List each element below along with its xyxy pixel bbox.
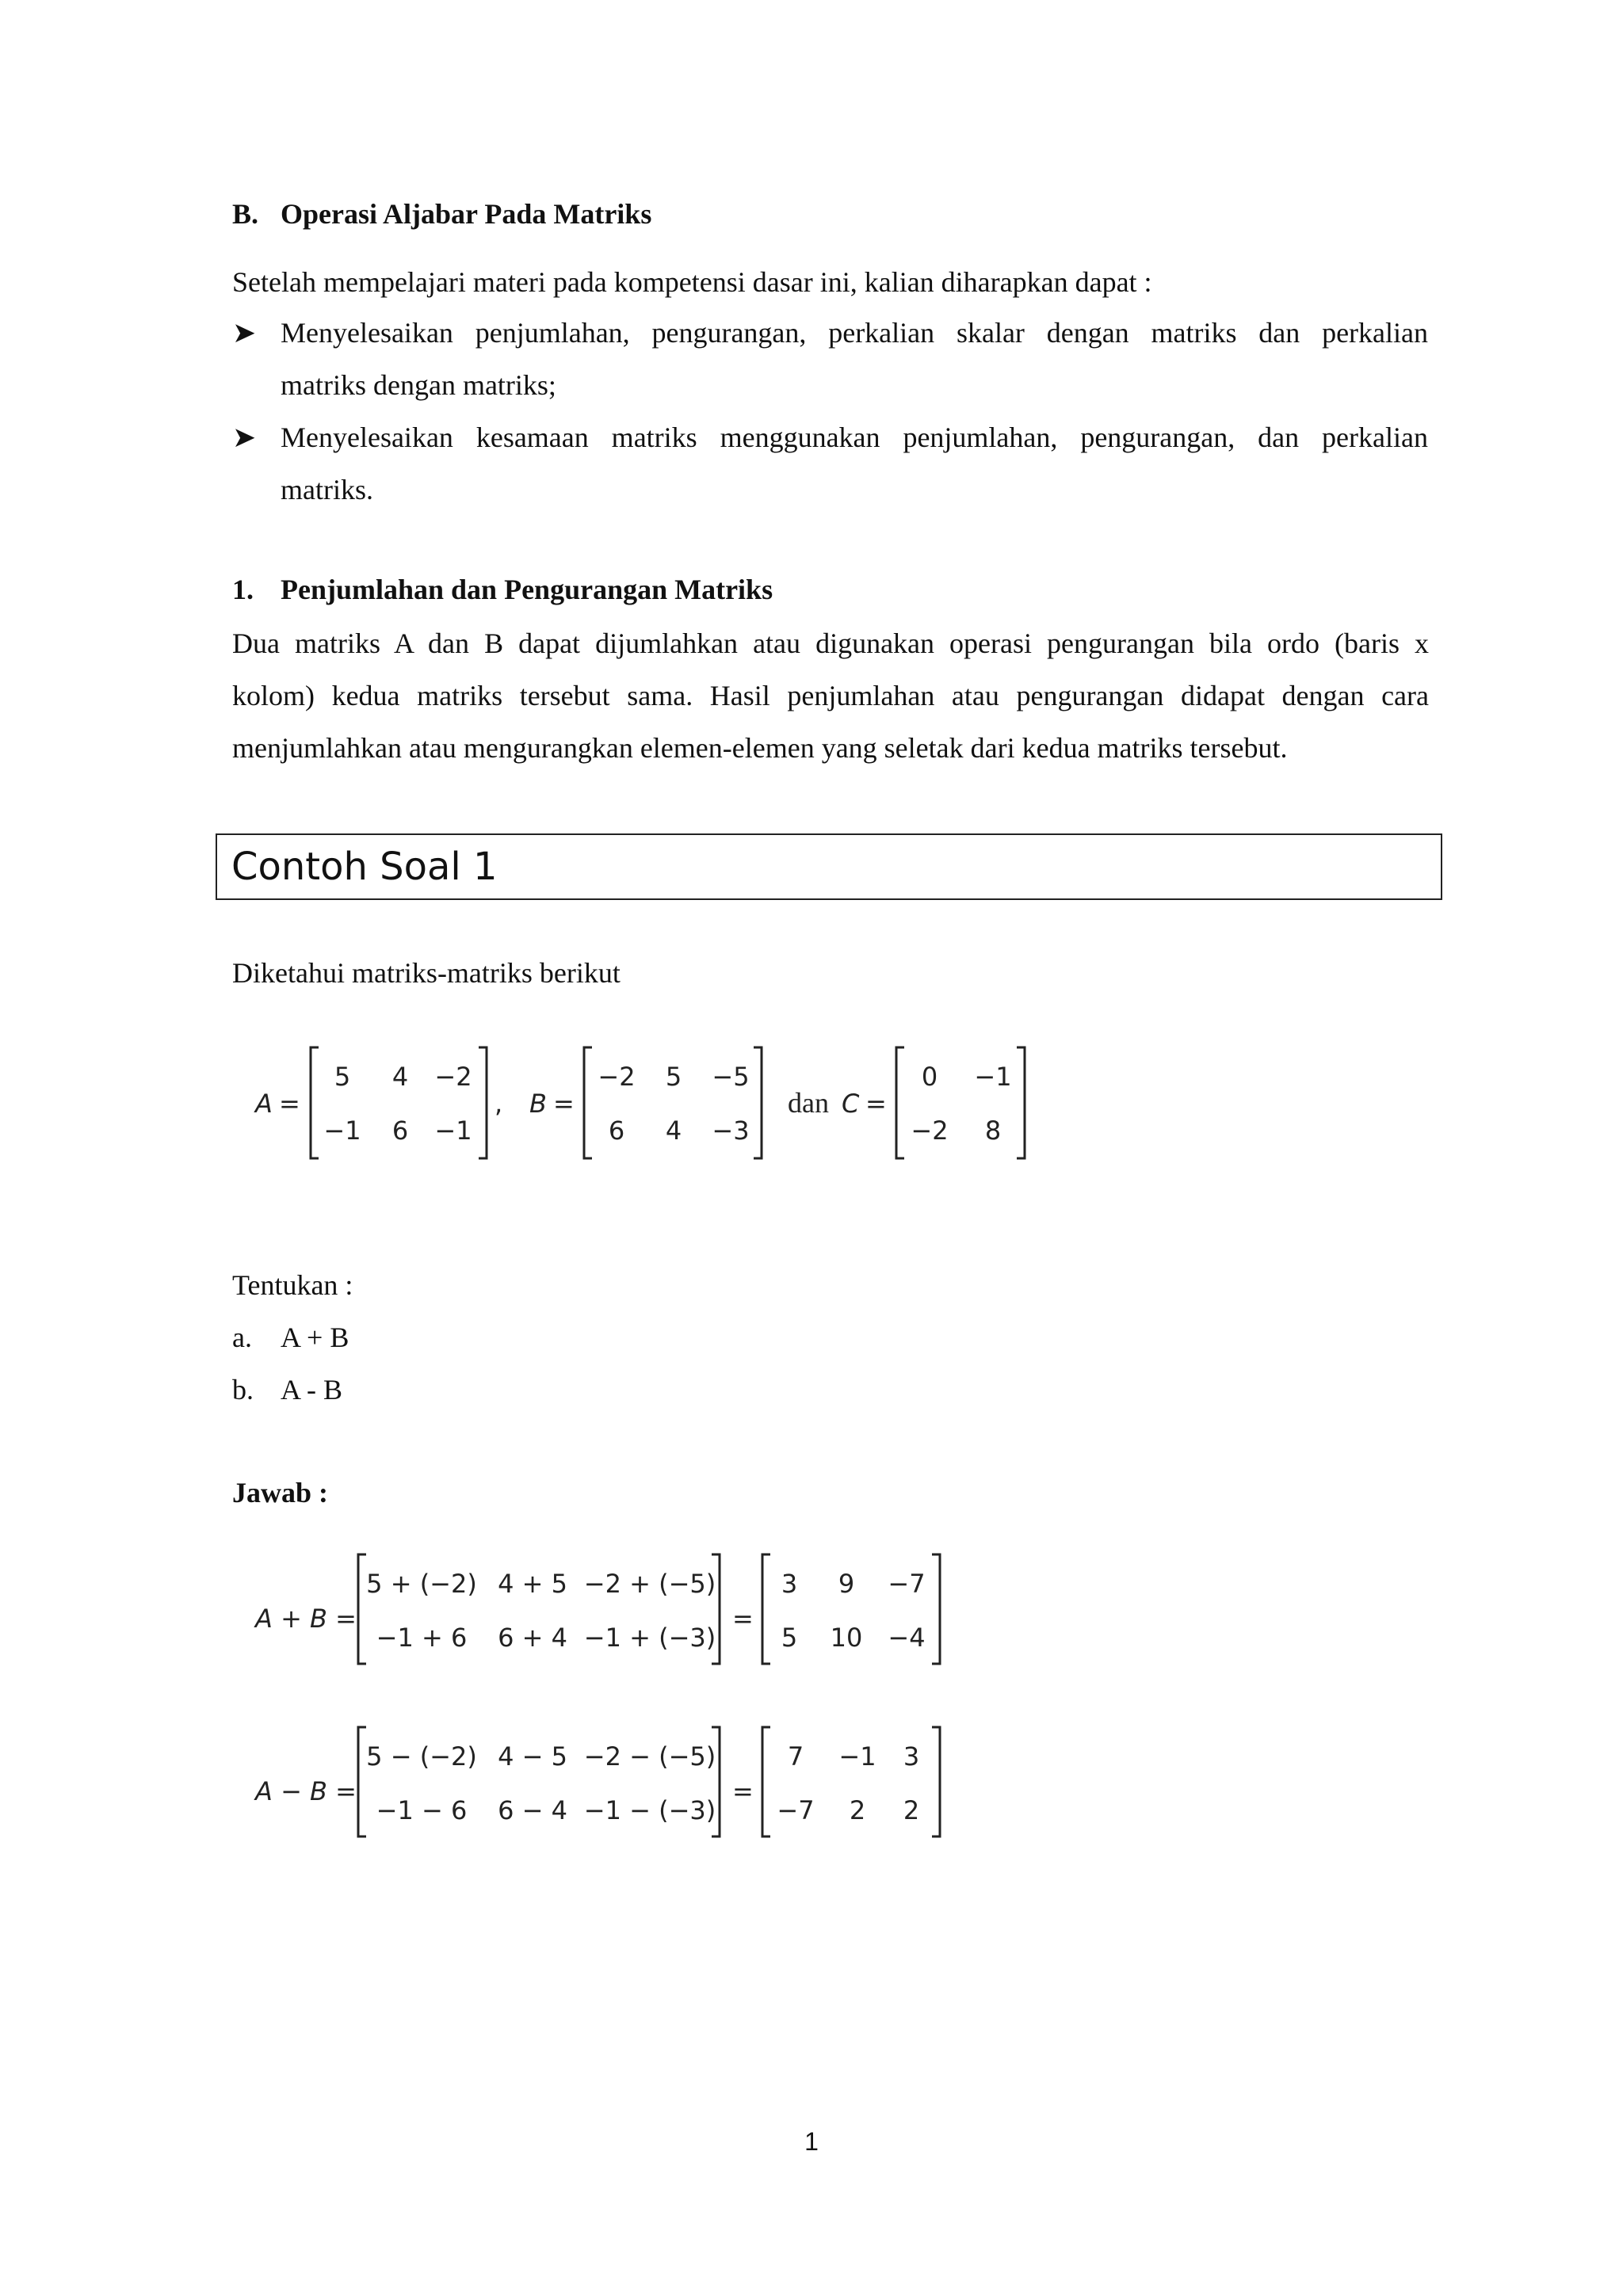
section-title: Operasi Aljabar Pada Matriks — [281, 198, 652, 230]
subsection-title: Penjumlahan dan Pengurangan Matriks — [281, 574, 773, 605]
item-a-label: a. — [232, 1322, 252, 1353]
diff-result-cell: 2 — [903, 1795, 920, 1825]
arrow-bullet-icon: ➤ — [232, 421, 257, 453]
matrix-b-cell: 5 — [665, 1062, 682, 1092]
bracket-right — [932, 1727, 940, 1836]
comma: , — [495, 1089, 503, 1119]
diff-result-cell: 2 — [849, 1795, 866, 1825]
bracket-right — [754, 1047, 762, 1158]
bracket-left — [896, 1047, 904, 1158]
intro-text: Setelah mempelajari materi pada kompetensi dasar ini, kalian diharapkan dapat : — [232, 266, 1152, 298]
sum-expr-cell: −1 + 6 — [376, 1623, 468, 1653]
bullet-1-line-2: matriks dengan matriks; — [281, 369, 556, 401]
sum-result-cell: 10 — [830, 1623, 863, 1653]
diff-expr-cell: −1 − 6 — [376, 1795, 468, 1825]
matrix-b-cell: −2 — [598, 1062, 636, 1092]
example-box — [216, 833, 1442, 900]
bullet-2-line-2: matriks. — [281, 474, 373, 505]
diff-result-cell: −1 — [838, 1741, 876, 1772]
dan-text: dan — [788, 1087, 829, 1119]
matrix-a-cell: 4 — [391, 1062, 409, 1092]
sum-expr-cell: 4 + 5 — [498, 1569, 567, 1599]
matrix-b-label: B — [529, 1089, 547, 1119]
bullet-2-line-1: Menyelesaikan kesamaan matriks menggunakan penjumlahan, pengurangan, dan perkalian — [281, 421, 1428, 453]
bracket-left — [358, 1554, 366, 1664]
sum-result-cell: 9 — [838, 1569, 855, 1599]
paragraph-line-2: kolom) kedua matriks tersebut sama. Hasil penjumlahan atau pengurangan didapat dengan cara — [232, 680, 1429, 711]
bracket-right — [479, 1047, 487, 1158]
matrix-b-cell: 4 — [665, 1116, 682, 1146]
bracket-left — [762, 1727, 770, 1836]
task-text: Tentukan : — [232, 1269, 353, 1301]
diff-expr-cell: 4 − 5 — [498, 1741, 567, 1772]
matrix-c-cell: −2 — [911, 1116, 949, 1146]
sum-result-cell: 5 — [781, 1623, 798, 1653]
matrix-c-label: C — [842, 1089, 860, 1119]
bracket-right — [932, 1554, 940, 1664]
matrix-c-cell: −1 — [974, 1062, 1012, 1092]
sum-result-cell: 3 — [781, 1569, 798, 1599]
matrix-a-cell: −1 — [323, 1116, 361, 1146]
matrix-b-cell: −5 — [712, 1062, 750, 1092]
paragraph-line-1: Dua matriks A dan B dapat dijumlahkan atau digunakan operasi pengurangan bila ordo (baris x — [232, 627, 1429, 659]
matrix-c-cell: 0 — [921, 1062, 938, 1092]
matrix-a-cell: −1 — [434, 1116, 472, 1146]
matrix-a-cell: 6 — [391, 1116, 409, 1146]
sum-expr-cell: 5 + (−2) — [366, 1569, 477, 1599]
sum-result-cell: −4 — [888, 1623, 926, 1653]
example-title: Contoh Soal 1 — [231, 845, 498, 889]
equals-sign: = — [553, 1089, 575, 1119]
subsection-number: 1. — [232, 574, 254, 605]
diff-expr-cell: −2 − (−5) — [583, 1741, 716, 1772]
section-letter: B. — [232, 198, 259, 230]
known-text: Diketahui matriks-matriks berikut — [232, 957, 621, 989]
arrow-bullet-icon: ➤ — [232, 317, 257, 349]
solution-diff — [0, 1718, 1623, 1860]
item-a-text: A + B — [281, 1322, 349, 1353]
bracket-right — [1017, 1047, 1025, 1158]
bracket-left — [358, 1727, 366, 1836]
diff-result-cell: 3 — [903, 1741, 920, 1772]
solution-diff-lhs: A − B = — [255, 1776, 357, 1806]
bullet-1-line-1: Menyelesaikan penjumlahan, pengurangan, perkalian skalar dengan matriks dan perkalian — [281, 317, 1428, 349]
given-matrices — [0, 1030, 1623, 1173]
item-b-label: b. — [232, 1374, 254, 1405]
sum-expr-cell: −2 + (−5) — [583, 1569, 716, 1599]
diff-expr-cell: 5 − (−2) — [366, 1741, 477, 1772]
sum-result-cell: −7 — [888, 1569, 926, 1599]
diff-result-cell: −7 — [777, 1795, 815, 1825]
sum-expr-cell: 6 + 4 — [498, 1623, 567, 1653]
matrix-a-cell: −2 — [434, 1062, 472, 1092]
matrix-b-cell: 6 — [608, 1116, 625, 1146]
sum-expr-cell: −1 + (−3) — [583, 1623, 716, 1653]
diff-expr-cell: −1 − (−3) — [583, 1795, 716, 1825]
page-number: 1 — [804, 2127, 819, 2156]
matrix-c-cell: 8 — [984, 1116, 1002, 1146]
solution-sum-lhs: A + B = — [255, 1604, 357, 1634]
equals-sign: = — [865, 1089, 887, 1119]
matrix-a-label: A — [255, 1089, 273, 1119]
paragraph-line-3: menjumlahkan atau mengurangkan elemen-elemen yang seletak dari kedua matriks tersebut. — [232, 732, 1288, 764]
bracket-left — [762, 1554, 770, 1664]
answer-label: Jawab : — [232, 1477, 329, 1508]
equals-sign: = — [279, 1089, 300, 1119]
matrix-a-cell: 5 — [334, 1062, 351, 1092]
diff-result-cell: 7 — [787, 1741, 804, 1772]
matrix-b-cell: −3 — [712, 1116, 750, 1146]
diff-expr-cell: 6 − 4 — [498, 1795, 567, 1825]
bracket-left — [311, 1047, 319, 1158]
equals-sign: = — [732, 1776, 754, 1806]
bracket-left — [584, 1047, 592, 1158]
solution-sum — [0, 1545, 1623, 1688]
equals-sign: = — [732, 1604, 754, 1634]
item-b-text: A - B — [281, 1374, 343, 1405]
